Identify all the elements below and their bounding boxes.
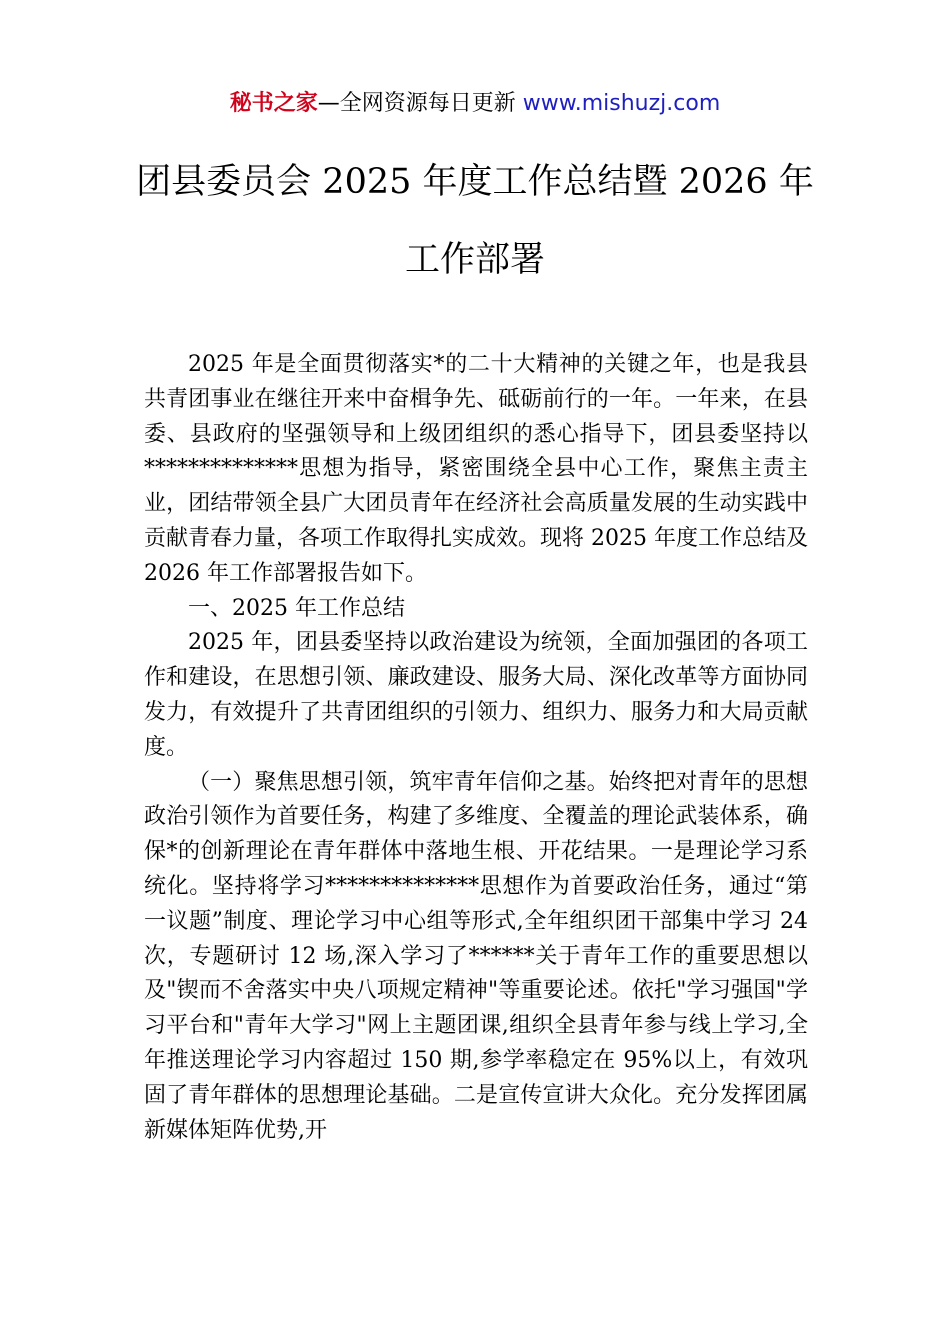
subsection-paragraph: （一）聚焦思想引领，筑牢青年信仰之基。始终把对青年的思想政治引领作为首要任务，构建了多维度、全覆盖的理论武装体系，确保*的创新理论在青年群体中落地生根、开花结果。一是理论学习系统化。坚持将学习**************思想作为首要政治任务，通过“第一议题”制度、理论学习中心组等形式,全年组织团干部集中学习 24 次，专题研讨 12 场,深入学习了******关于青年工作的重要思想以及"锲而不舍落实中央八项规定精神"等重要论述。依托"学习强国"学习平台和"青年大学习"网上主题团课,组织全县青年参与线上学习,全年推送理论学习内容超过 150 期,参学率稳定在 95%以上，有效巩固了青年群体的思想理论基础。二是宣传宣讲大众化。充分发挥团属新媒体矩阵优势,开 [144,769,808,1143]
site-header [0,88,950,120]
summary-paragraph: 2025 年，团县委坚持以政治建设为统领，全面加强团的各项工作和建设，在思想引领、廉政建设、服务大局、深化改革等方面协同发力，有效提升了共青团组织的引领力、组织力、服务力和大局贡献度。 [144,630,808,760]
site-url-link[interactable]: www.mishuzj.com [522,91,721,116]
title-line-2: 工作部署 [404,240,545,280]
document-body [144,348,808,1148]
document-title [0,158,950,314]
header-tagline: —全网资源每日更新 [317,91,516,116]
brand-name: 秘书之家 [229,91,318,116]
title-line-1: 团县委员会 2025 年度工作总结暨 2026 年 [136,162,814,202]
intro-paragraph: 2025 年是全面贯彻落实*的二十大精神的关键之年，也是我县共青团事业在继往开来中奋楫争先、砥砺前行的一年。一年来，在县委、县政府的坚强领导和上级团组织的悉心指导下，团县委坚持以**************思想为指导，紧密围绕全县中心工作，聚焦主责主业，团结带领全县广大团员青年在经济社会高质量发展的生动实践中贡献青春力量，各项工作取得扎实成效。现将 2025 年度工作总结及 2026 年工作部署报告如下。 [144,352,808,586]
section-heading: 一、2025 年工作总结 [188,595,405,621]
